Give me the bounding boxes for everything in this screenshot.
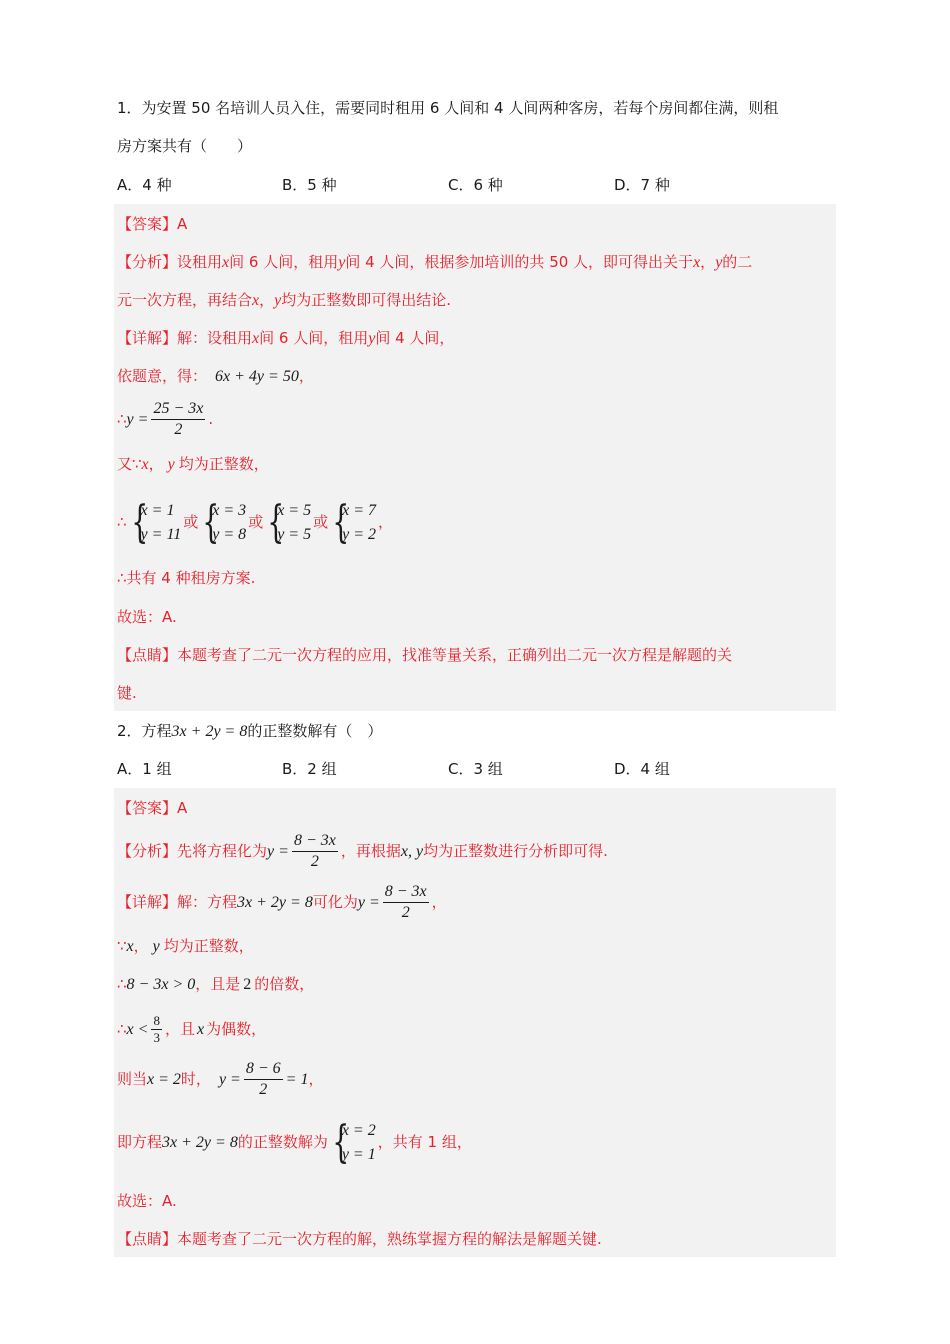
q1-detail-line-6: ∴共有 4 种租房方案. — [117, 569, 256, 587]
text: 又∵ — [117, 455, 142, 473]
detail-tag: 【详解】 — [117, 329, 178, 347]
math-var: x — [141, 456, 149, 473]
text: 设租用 — [177, 253, 223, 271]
q2-detail-line-2 — [117, 934, 254, 959]
brace-icon: { — [332, 1116, 350, 1168]
brace-icon: { — [267, 496, 285, 548]
therefore-symbol: ∴ — [117, 1020, 127, 1038]
numerator: 8 − 3x — [383, 883, 429, 903]
math-lhs: y = — [126, 411, 149, 428]
denominator: 2 — [310, 853, 319, 870]
numerator: 8 − 6 — [244, 1060, 283, 1080]
text: 为偶数， — [206, 1020, 267, 1038]
comment-tag: 【点睛】 — [117, 646, 178, 664]
text: 的正整数解有（ ） — [247, 722, 383, 740]
numerator: 8 − 3x — [292, 832, 338, 852]
q1-comment-line-2: 键. — [117, 684, 137, 702]
q1-detail-line-4 — [117, 452, 269, 477]
text: ， — [133, 937, 149, 955]
system-row: y = 2 — [342, 525, 377, 543]
brace-icon: { — [130, 496, 148, 548]
math-var: x, y — [400, 843, 424, 860]
or-word: 或 — [248, 513, 264, 531]
answer-tag: 【答案】 — [117, 799, 178, 817]
q2-stem — [117, 719, 382, 744]
equation-system — [330, 1116, 376, 1168]
text: 间 4 人间，根据参加培训的共 50 人，即可得出关于 — [345, 253, 694, 271]
q1-stem-line-2: 房方案共有（ ） — [117, 137, 253, 155]
text: 2．方程 — [117, 722, 172, 740]
therefore-symbol: ∴ — [117, 975, 127, 993]
system-row: x = 3 — [212, 501, 247, 519]
text: 均为正整数即可得出结论. — [281, 291, 452, 309]
system-row: y = 11 — [140, 525, 182, 543]
math-lhs: x < — [126, 1021, 149, 1038]
text: ， — [148, 455, 164, 473]
equation: 6x + 4y = 50 — [215, 368, 299, 385]
q1-detail-line-2 — [117, 364, 314, 389]
text: ，且是 — [195, 975, 241, 993]
answer-value: A — [177, 215, 188, 233]
fraction — [292, 832, 338, 871]
answer-tag: 【答案】 — [117, 215, 178, 233]
math-var: x — [196, 1021, 205, 1038]
math-var: x — [126, 938, 134, 955]
q2-detail-line-4 — [117, 1008, 266, 1051]
math-rhs: = 1 — [285, 1071, 309, 1088]
equation-system — [129, 496, 182, 548]
system-row: x = 5 — [277, 501, 312, 519]
system-row: y = 5 — [277, 525, 312, 543]
q2-option-c: C．3 组 — [448, 760, 503, 778]
q2-option-b: B．2 组 — [282, 760, 337, 778]
q1-detail-line-5 — [117, 496, 393, 548]
q2-answer — [117, 796, 187, 820]
q2-detail-line-1 — [117, 880, 447, 925]
numerator: 8 — [153, 1013, 160, 1028]
math-var: x — [693, 254, 701, 271]
math-lhs: y = — [218, 1071, 241, 1088]
therefore-symbol: ∴ — [117, 410, 127, 428]
system-row: x = 7 — [342, 501, 377, 519]
denominator: 3 — [153, 1030, 160, 1045]
text: 本题考查了二元一次方程的解，熟练掌握方程的解法是解题关键. — [177, 1230, 602, 1248]
text: 则当 — [117, 1070, 148, 1088]
q1-choose: 故选：A. — [117, 608, 177, 626]
text: 间 6 人间，租用 — [229, 253, 339, 271]
text: 解：方程 — [177, 893, 238, 911]
text: ， — [700, 253, 716, 271]
q1-option-c: C．6 种 — [448, 176, 503, 194]
analysis-tag: 【分析】 — [117, 253, 178, 271]
denominator: 2 — [259, 1081, 268, 1098]
equation: 3x + 2y = 8 — [162, 1134, 238, 1151]
math-var: x — [222, 254, 230, 271]
math-var: x — [252, 292, 260, 309]
q1-analysis-line-2 — [117, 288, 451, 313]
because-symbol: ∵ — [117, 937, 127, 955]
text: 均为正整数进行分析即可得. — [423, 842, 608, 860]
math-var: y — [167, 456, 175, 473]
text: 可化为 — [312, 893, 358, 911]
text: 均为正整数， — [163, 937, 254, 955]
system-row: x = 2 — [341, 1121, 376, 1139]
q1-option-b: B．5 种 — [282, 176, 337, 194]
q1-answer — [117, 212, 187, 236]
fraction — [244, 1060, 283, 1099]
inequality: 8 − 3x > 0 — [126, 976, 196, 993]
text: ， — [259, 291, 275, 309]
math-var: y — [152, 938, 160, 955]
q1-detail-line-1 — [117, 326, 454, 351]
system-row: y = 8 — [212, 525, 247, 543]
q2-detail-line-6 — [117, 1116, 472, 1169]
text: 的二 — [722, 253, 753, 271]
math-var: x — [252, 330, 260, 347]
system-row: x = 1 — [140, 501, 175, 519]
q2-choose: 故选：A. — [117, 1192, 177, 1210]
comment-tag: 【点睛】 — [117, 1230, 178, 1248]
q2-detail-line-5 — [117, 1058, 323, 1101]
condition: x = 2 — [147, 1071, 181, 1088]
equation-system — [265, 496, 312, 548]
or-word: 或 — [313, 513, 329, 531]
math-var: y — [715, 254, 723, 271]
math-number: 2 — [243, 976, 252, 993]
q2-detail-line-3 — [117, 972, 314, 997]
q1-comment-line-1 — [117, 643, 732, 667]
math-lhs: y = — [357, 894, 380, 911]
q1-analysis-line-1 — [117, 250, 752, 275]
text: 均为正整数， — [178, 455, 269, 473]
text: ， — [378, 513, 394, 531]
q1-option-a: A．4 种 — [117, 176, 172, 194]
detail-tag: 【详解】 — [117, 893, 178, 911]
q1-detail-line-3 — [117, 398, 213, 441]
text: 依题意，得： — [117, 367, 208, 385]
text: ，再根据 — [340, 842, 401, 860]
answer-value: A — [177, 799, 188, 817]
fraction — [151, 1014, 162, 1045]
text: 本题考查了二元一次方程的应用，找准等量关系，正确列出二元一次方程是解题的关 — [177, 646, 733, 664]
numerator: 25 − 3x — [151, 400, 205, 420]
q2-option-d: D．4 组 — [614, 760, 670, 778]
system-row: y = 1 — [341, 1145, 376, 1163]
brace-icon: { — [332, 496, 350, 548]
text: 元一次方程，再结合 — [117, 291, 253, 309]
equation: 3x + 2y = 8 — [237, 894, 313, 911]
fraction — [383, 883, 429, 922]
text: 先将方程化为 — [177, 842, 268, 860]
fraction — [151, 400, 205, 439]
q1-stem-line-1: 1．为安置 50 名培训人员入住，需要同时租用 6 人间和 4 人间两种客房，若每个房间都住满，则租 — [117, 99, 779, 117]
math-lhs: y = — [267, 843, 289, 860]
text: 间 4 人间， — [375, 329, 455, 347]
brace-icon: { — [202, 496, 220, 548]
denominator: 2 — [174, 421, 183, 438]
math-var: y — [338, 254, 346, 271]
text: 解：设租用 — [177, 329, 253, 347]
equation-system — [200, 496, 247, 548]
text: . — [208, 410, 214, 428]
text: ，共有 1 组， — [377, 1133, 472, 1151]
denominator: 2 — [401, 904, 410, 921]
text: 即方程 — [117, 1133, 163, 1151]
math-var: y — [368, 330, 376, 347]
text: ， — [298, 367, 314, 385]
q2-option-a: A．1 组 — [117, 760, 172, 778]
text: 间 6 人间，租用 — [259, 329, 369, 347]
or-word: 或 — [183, 513, 199, 531]
analysis-tag: 【分析】 — [117, 842, 178, 860]
text: ，且 — [164, 1020, 195, 1038]
text: 的正整数解为 — [237, 1133, 328, 1151]
therefore-symbol: ∴ — [117, 513, 127, 531]
q1-option-d: D．7 种 — [614, 176, 670, 194]
q2-comment — [117, 1227, 602, 1251]
q2-analysis — [117, 829, 608, 874]
text: ， — [308, 1070, 324, 1088]
equation: 3x + 2y = 8 — [171, 723, 248, 740]
text: 时， — [180, 1070, 211, 1088]
math-var: y — [274, 292, 282, 309]
text: 的倍数， — [254, 975, 315, 993]
text: ， — [431, 893, 447, 911]
equation-system — [330, 496, 377, 548]
